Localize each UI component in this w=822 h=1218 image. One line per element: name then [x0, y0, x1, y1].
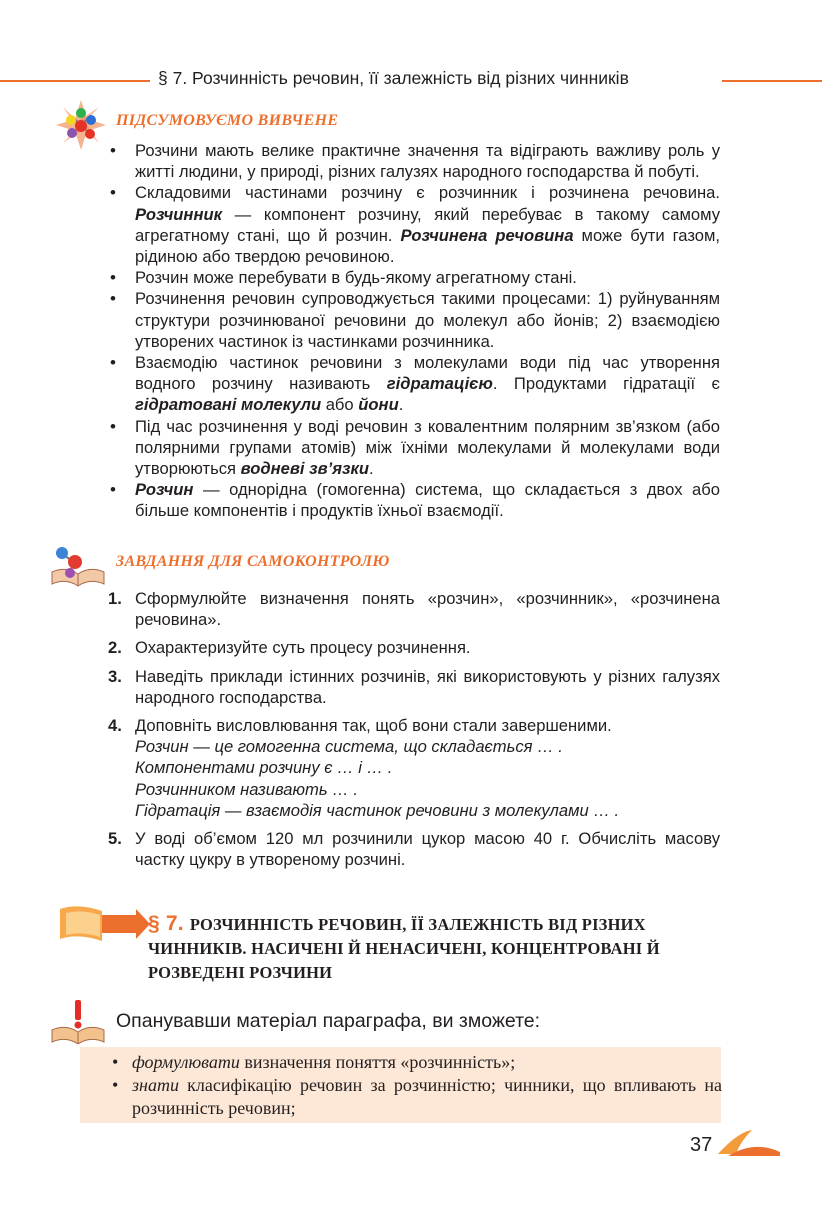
- summary-text: Розчинення речовин супроводжується такими процесами: 1) руйнуванням структури розчинюваної речовини до молекул або йонів; 2) взаємодією утворених частинок із частинками розчинника.: [135, 289, 720, 351]
- summary-text: — компонент розчину, який перебуває в такому самому агрегатному стані, що й розчин.: [135, 204, 720, 245]
- header-rule-right: [722, 80, 822, 82]
- task-number: 1.: [108, 589, 122, 608]
- objective-item: [110, 1051, 722, 1074]
- summary-heading: ПІДСУМОВУЄМО ВИВЧЕНЕ: [116, 112, 339, 129]
- summary-text: Складовими частинами розчину є розчинник і розчинена речовина.: [135, 183, 720, 203]
- objective-verb: формулювати: [132, 1052, 240, 1072]
- term-bold: Розчинник: [135, 204, 223, 224]
- task-item: [108, 666, 720, 708]
- objective-text: класифікацію речовин за розчинністю; чинники, що впливають на розчинність речовин;: [132, 1075, 722, 1118]
- summary-item: [108, 416, 720, 480]
- task-item: [108, 588, 720, 630]
- task-fill-line: Розчинником називають … .: [135, 779, 358, 799]
- task-number: 3.: [108, 666, 122, 686]
- task-list: [108, 588, 720, 877]
- paragraph-number: § 7.: [148, 912, 184, 935]
- task-number: 4.: [108, 716, 122, 736]
- task-text: Доповніть висловлювання так, щоб вони стали завершеними.: [135, 716, 612, 736]
- summary-item: [108, 352, 720, 416]
- summary-item: [108, 479, 720, 521]
- summary-text: — однорідна (гомогенна) система, що складається з двох або більше компонентів і продуктів їхньої взаємодії.: [135, 480, 720, 521]
- term-bold: гідратацією: [386, 374, 493, 394]
- summary-text: Взаємодію частинок речовини з молекулами води під час утворення водного розчину називають: [135, 353, 720, 394]
- task-text: Охарактеризуйте суть процесу розчинення.: [135, 638, 471, 658]
- summary-text: .: [398, 395, 404, 415]
- task-text: Сформулюйте визначення понять «розчин», «розчинник», «розчинена речовина».: [135, 589, 720, 630]
- open-book-arrow-icon: [58, 903, 150, 945]
- paragraph-title: [148, 912, 728, 985]
- objectives-intro: Опанувавши матеріал параграфа, ви зможете:: [116, 1010, 541, 1032]
- task-number: 5.: [108, 829, 122, 849]
- task-item: [108, 828, 720, 870]
- task-fill-line: Гідратація — взаємодія частинок речовини з молекулами … .: [135, 800, 620, 820]
- term-bold: водневі зв’язки: [240, 459, 370, 479]
- task-fill-line: Компонентами розчину є … і … .: [135, 758, 393, 778]
- summary-list: [108, 140, 720, 522]
- term-bold: Розчинена речовина: [400, 225, 574, 245]
- task-text: У воді об’ємом 120 мл розчинили цукор масою 40 г. Обчисліть масову частку цукру в утвореному розчині.: [135, 829, 720, 870]
- book-exclamation-icon: [48, 998, 108, 1044]
- term-bold: Розчин: [135, 480, 194, 500]
- selfcheck-heading: ЗАВДАННЯ ДЛЯ САМОКОНТРОЛЮ: [116, 553, 390, 570]
- objectives-list: [110, 1051, 722, 1120]
- summary-text: .: [369, 459, 374, 479]
- task-number: 2.: [108, 638, 122, 658]
- page-number: 37: [690, 1134, 713, 1156]
- task-fill-line: Розчин — це гомогенна система, що складається … .: [135, 737, 563, 757]
- objective-text: визначення поняття «розчинність»;: [239, 1052, 516, 1072]
- term-bold: йони: [358, 395, 399, 415]
- objectives-box: [80, 1047, 721, 1123]
- page-corner-swoosh-icon: [718, 1130, 780, 1160]
- objective-item: [110, 1074, 722, 1120]
- book-molecule-icon: [48, 542, 108, 588]
- paragraph-title-text: РОЗЧИННІСТЬ РЕЧОВИН, ЇЇ ЗАЛЕЖНІСТЬ ВІД РІЗНИХ ЧИННИКІВ. НАСИЧЕНІ Й НЕНАСИЧЕНІ, КОНЦЕНТРОВАНІ Й РОЗВЕДЕНІ РОЗЧИНИ: [148, 915, 660, 982]
- task-text: Наведіть приклади істинних розчинів, які використовують у різних галузях народного господарства.: [135, 666, 720, 707]
- term-bold: гідратовані молекули: [135, 395, 322, 415]
- summary-item: [108, 267, 720, 288]
- summary-text: або: [321, 395, 359, 415]
- objective-verb: знати: [132, 1075, 179, 1095]
- summary-item: [108, 140, 720, 182]
- task-item: [108, 637, 720, 658]
- running-header: [0, 64, 822, 98]
- summary-item: [108, 182, 720, 267]
- header-rule-left: [0, 80, 150, 82]
- summary-text: Розчин може перебувати в будь-якому агрегатному стані.: [135, 268, 577, 288]
- running-header-title: § 7. Розчинність речовин, її залежність від різних чинників: [158, 68, 629, 88]
- summary-item: [108, 288, 720, 352]
- summary-text: може бути газом, рідиною або твердою речовиною.: [135, 225, 720, 267]
- task-item: [108, 715, 720, 821]
- summary-text: . Продуктами гідратації є: [492, 374, 720, 394]
- summary-text: Під час розчинення у воді речовин з ковалентним полярним зв’язком (або полярними групами атомів) між їхніми молекулами й молекулами води утворюються: [135, 416, 720, 479]
- molecule-icon: [56, 100, 106, 150]
- summary-text: Розчини мають велике практичне значення та відіграють важливу роль у житті людини, у природі, різних галузях народного господарства й побуті.: [135, 141, 720, 182]
